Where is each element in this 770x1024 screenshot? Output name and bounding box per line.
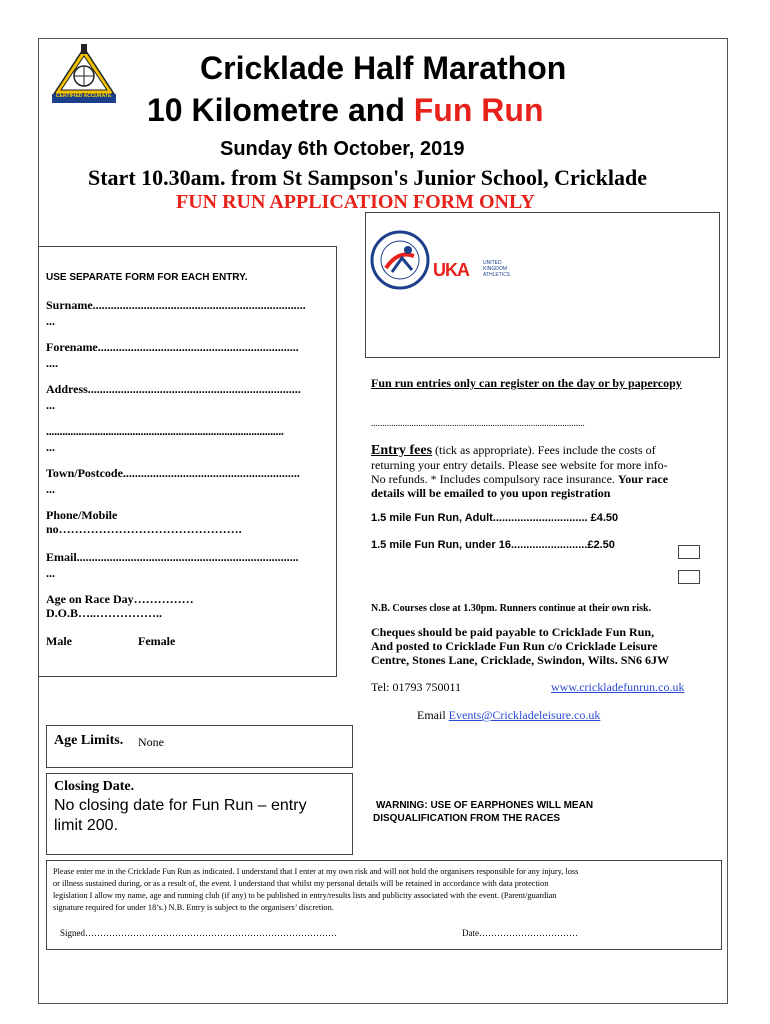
email-field[interactable]: Email.......................................................................... bbox=[46, 550, 299, 564]
warning-line-1: WARNING: USE OF EARPHONES WILL MEAN bbox=[376, 800, 594, 811]
female-option[interactable]: Female bbox=[138, 634, 176, 648]
declaration-line-3: legislation I allow my name, age and running club (if any) to be published in entry/results lists and publicity associated with the event. (Parent/guardian bbox=[53, 891, 557, 900]
declaration-line-2: or illness sustained during, or as a result of, the event. I understand that whilst my personal details will be retained in accordance with data protection bbox=[53, 879, 549, 888]
signature-field[interactable]: Signed………………………………………………………………………… bbox=[60, 928, 338, 938]
town-postcode-field[interactable]: Town/Postcode........................................................... bbox=[46, 466, 300, 480]
dob-field[interactable]: D.O.B…..…………….. bbox=[46, 606, 163, 620]
cheques-line-1: Cheques should be paid payable to Cricklade Fun Run, bbox=[371, 625, 655, 639]
telephone: Tel: 01793 750011 bbox=[371, 680, 462, 694]
fee-adult-checkbox[interactable] bbox=[678, 545, 700, 559]
cheques-line-2: And posted to Cricklade Fun Run c/o Cricklade Leisure bbox=[371, 639, 658, 653]
forename-field[interactable]: Forename................................................................... bbox=[46, 340, 299, 354]
declaration-line-1: Please enter me in the Cricklade Fun Run as indicated. I understand that I enter at my own risk and will not hold the organisers responsible for any injury, loss bbox=[53, 867, 579, 876]
entry-fees-text-4: details will be emailed to you upon registration bbox=[371, 486, 611, 500]
age-limits-label: Age Limits. bbox=[54, 733, 124, 748]
warning-line-2: DISQUALIFICATION FROM THE RACES bbox=[373, 813, 561, 824]
entry-fees-para bbox=[371, 443, 711, 500]
cheques-line-3: Centre, Stones Lane, Cricklade, Swindon, Wilts. SN6 6JW bbox=[371, 653, 670, 667]
entry-fees-text-2: returning your entry details. Please see website for more info- bbox=[371, 458, 668, 472]
closing-date-line-1: No closing date for Fun Run – entry bbox=[54, 797, 307, 814]
courses-close-note: N.B. Courses close at 1.30pm. Runners continue at their own risk. bbox=[371, 603, 652, 614]
entries-dots: ............................................................................................... bbox=[371, 418, 585, 428]
email-contact-label: Email bbox=[417, 708, 449, 722]
address-line-2[interactable]: ........................................................................................ bbox=[46, 424, 284, 438]
date-field[interactable]: Date…………………………… bbox=[462, 928, 578, 938]
title-fun-run: Fun Run bbox=[413, 92, 544, 128]
surname-field-cont: ... bbox=[46, 314, 55, 328]
closing-date-line-2: limit 200. bbox=[54, 817, 119, 834]
uka-logo-text: UKA bbox=[433, 260, 469, 280]
email-contact bbox=[417, 708, 600, 723]
town-postcode-cont: ... bbox=[46, 482, 55, 496]
address-line-2-cont: ... bbox=[46, 440, 55, 454]
surname-field[interactable]: Surname....................................................................... bbox=[46, 298, 306, 312]
age-field[interactable]: Age on Race Day…………… bbox=[46, 592, 194, 606]
phone-field[interactable]: no………………………………………. bbox=[46, 522, 242, 536]
website-link[interactable]: www.crickladefunrun.co.uk bbox=[551, 680, 685, 694]
fee-adult: 1.5 mile Fun Run, Adult............................... £4.50 bbox=[371, 512, 619, 524]
uka-sub-1: UNITED bbox=[483, 260, 502, 266]
entry-fees-text-3: No refunds. * Includes compulsory race insurance. bbox=[371, 472, 618, 486]
address-field[interactable]: Address....................................................................... bbox=[46, 382, 301, 396]
fee-under-16: 1.5 mile Fun Run, under 16.........................£2.50 bbox=[371, 539, 615, 551]
fee-under-16-checkbox[interactable] bbox=[678, 570, 700, 584]
entry-instruction: USE SEPARATE FORM FOR EACH ENTRY. bbox=[46, 272, 248, 283]
title-line-2 bbox=[147, 92, 543, 129]
phone-label: Phone/Mobile bbox=[46, 508, 118, 522]
entry-fees-bold: Your race bbox=[617, 472, 669, 486]
title-line-1: Cricklade Half Marathon bbox=[200, 50, 567, 86]
email-field-cont: ... bbox=[46, 566, 55, 580]
male-option[interactable]: Male bbox=[46, 634, 72, 648]
entry-fees-text-1: (tick as appropriate). Fees include the costs of bbox=[432, 443, 656, 457]
logos-area bbox=[370, 228, 520, 294]
address-field-cont: ... bbox=[46, 398, 55, 412]
forename-field-cont: .... bbox=[46, 356, 58, 370]
event-date: Sunday 6th October, 2019 bbox=[220, 138, 465, 160]
association-roundel-icon bbox=[370, 228, 432, 292]
certified-logo-text: CERTIFIED ACCURATE bbox=[56, 93, 112, 99]
declaration-text bbox=[53, 866, 717, 914]
title-line-2-text: 10 Kilometre and bbox=[147, 92, 414, 128]
form-only-heading: FUN RUN APPLICATION FORM ONLY bbox=[176, 191, 535, 213]
uka-sub-3: ATHLETICS bbox=[483, 272, 511, 278]
declaration-line-4: signature required for under 18’s.) N.B. Entry is subject to the organisers’ discretion. bbox=[53, 903, 334, 912]
age-limits-value: None bbox=[138, 735, 164, 749]
entry-fees-label: Entry fees bbox=[371, 443, 433, 458]
certified-logo bbox=[48, 42, 120, 104]
uka-sub-2: KINGDOM bbox=[483, 266, 507, 272]
start-info: Start 10.30am. from St Sampson's Junior School, Cricklade bbox=[88, 165, 648, 190]
email-link[interactable]: Events@Crickladeleisure.co.uk bbox=[448, 708, 601, 722]
closing-date-label: Closing Date. bbox=[54, 779, 135, 794]
entries-note: Fun run entries only can register on the day or by papercopy bbox=[371, 376, 682, 390]
